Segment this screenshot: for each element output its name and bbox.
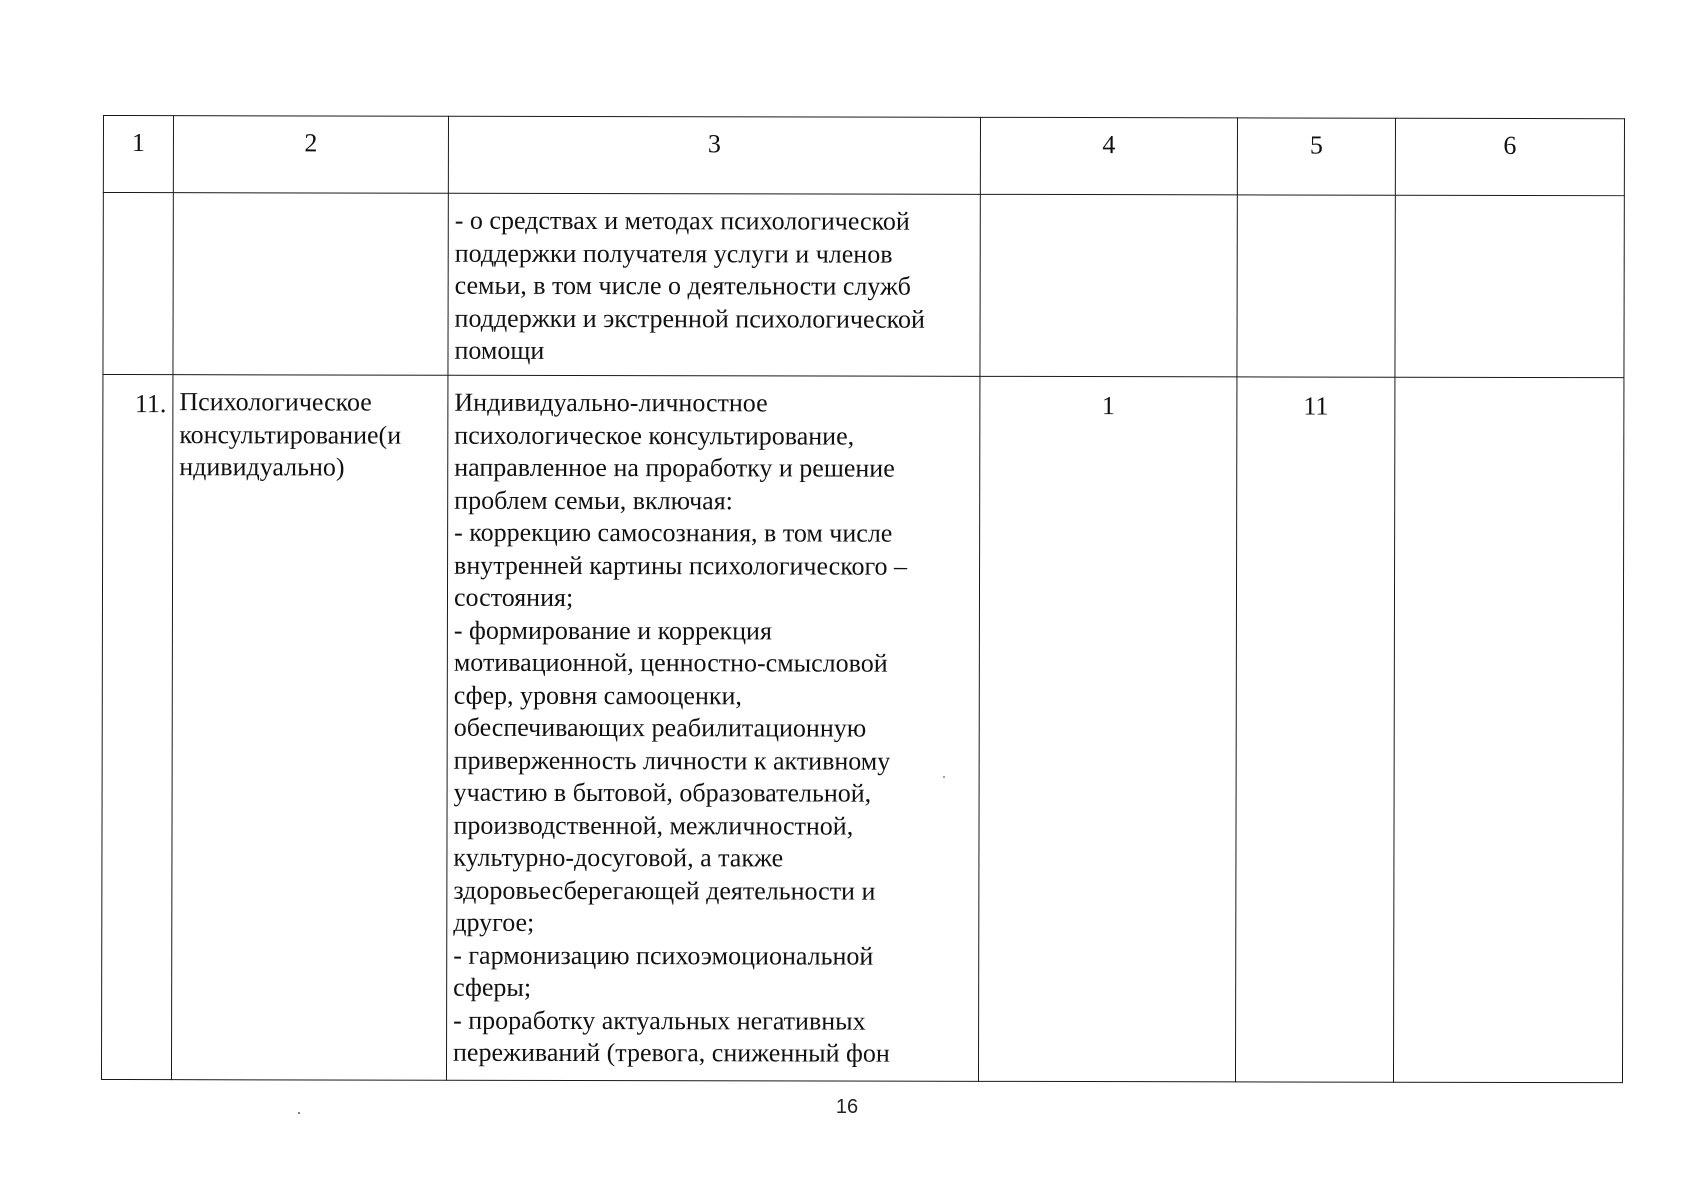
column-6-value: [1395, 378, 1623, 391]
row-number: 11.: [134, 389, 167, 419]
column-4-cell: [978, 376, 1236, 1082]
table-row: [101, 375, 1623, 1083]
column-5-cell: [1237, 195, 1395, 377]
page-number: 16: [835, 1096, 859, 1118]
service-name: Психологическое консультирование(и ндивидуально): [179, 387, 402, 482]
header-cell-4: 4: [980, 117, 1237, 195]
row-number-cell: [103, 193, 173, 375]
column-6-value: [1396, 196, 1624, 209]
header-cell-3: 3: [448, 116, 980, 194]
column-6-cell: [1393, 377, 1623, 1082]
service-name-cell: [173, 193, 448, 376]
column-5-value: 11: [1303, 391, 1329, 421]
column-4-value: 1: [1101, 391, 1115, 421]
column-5-cell: [1235, 377, 1394, 1082]
header-cell-1: 1: [103, 116, 173, 193]
header-cell-5: 5: [1237, 118, 1395, 195]
services-table: [101, 115, 1625, 1083]
service-name: [174, 193, 448, 205]
column-4-value: [981, 195, 1237, 209]
row-number-cell: [101, 375, 172, 1080]
scan-speck: [943, 776, 945, 778]
service-description-cell: [448, 193, 980, 376]
header-cell-2: 2: [173, 116, 448, 194]
row-number: [104, 193, 173, 206]
service-description: Индивидуально-личностное психологическое консультирование, направленное на проработку и решение проблем семьи, включая: - коррекцию самосознания, в том числе внутренней картины психологического – состояния; - формирование и коррекция мотивационной, ценностно-смысловой сфер, уровня самооценки, обеспечивающих реабилитационную приверженность личности к активному участию в бытовой, образовательной, производственной, межличностной, культурно-досуговой, а также здоровьесберегающей деятельности и другое; - гармонизацию психоэмоциональной сферы; - проработку актуальных негативных переживаний (тревога, сниженный фон: [453, 387, 908, 1068]
header-cell-6: 6: [1395, 118, 1624, 195]
service-description: - о средствах и методах психологической поддержки получателя услуги и членов семьи, в том числе о деятельности служб поддержки и экстренной психологической помощи: [454, 205, 925, 365]
column-4-cell: [980, 194, 1237, 377]
table-header-row: [103, 116, 1624, 196]
service-name-cell: [171, 375, 447, 1081]
column-5-value: [1238, 195, 1395, 208]
column-6-cell: [1395, 195, 1624, 377]
service-description-cell: [446, 375, 979, 1081]
table-row: [103, 193, 1624, 378]
